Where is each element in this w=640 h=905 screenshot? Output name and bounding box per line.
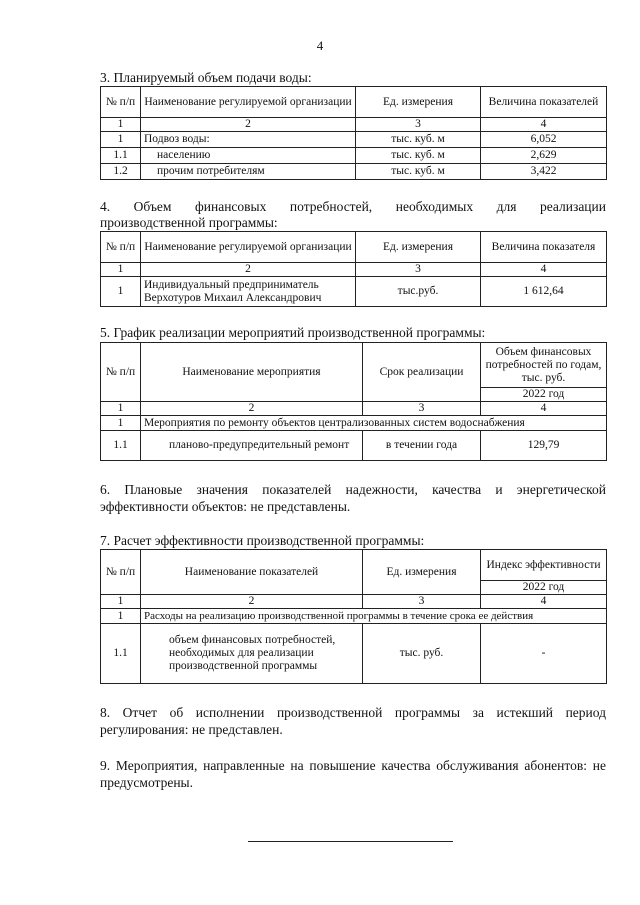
row-unit: тыс. куб. м (356, 164, 481, 180)
header-num: № п/п (101, 343, 141, 402)
index-cell: 3 (363, 595, 481, 609)
header-num: № п/п (101, 232, 141, 263)
section-5-title: 5. График реализации мероприятий производственной программы: (100, 325, 486, 340)
row-value: 129,79 (481, 431, 607, 461)
header-activity: Наименование мероприятия (141, 343, 363, 402)
section-3-title: 3. Планируемый объем подачи воды: (100, 70, 312, 85)
table-row (101, 148, 607, 164)
water-supply-table (100, 86, 607, 180)
row-num: 1.1 (101, 624, 141, 684)
row-value: 1 612,64 (481, 277, 607, 307)
table-row (101, 416, 607, 431)
section-8-text: 8. Отчет об исполнении производственной программы за истекший период регулирования: не представлен. (100, 705, 606, 737)
index-cell: 3 (356, 118, 481, 132)
row-value: 2,629 (481, 148, 607, 164)
header-org: Наименование регулируемой организации (141, 87, 356, 118)
closing-divider (248, 841, 453, 842)
index-cell: 2 (141, 595, 363, 609)
section-4-title-line1: 4. Объем финансовых потребностей, необходимых для реализации (100, 199, 606, 214)
header-value: Величина показателя (481, 232, 607, 263)
table-row (101, 624, 607, 684)
page-number: 4 (316, 38, 324, 53)
row-name: объем финансовых потребностей, необходимых для реализации производственной программы (141, 624, 363, 684)
index-cell: 3 (356, 263, 481, 277)
row-name: планово-предупредительный ремонт (141, 431, 363, 461)
header-indicator: Наименование показателей (141, 550, 363, 595)
financial-needs-table (100, 231, 607, 307)
row-name: Подвоз воды: (141, 132, 356, 148)
row-unit: тыс. куб. м (356, 132, 481, 148)
row-num: 1 (101, 609, 141, 624)
index-cell: 4 (481, 595, 607, 609)
section-7-title: 7. Расчет эффективности производственной программы: (100, 533, 425, 548)
header-org: Наименование регулируемой организации (141, 232, 356, 263)
index-cell: 3 (363, 402, 481, 416)
row-num: 1.2 (101, 164, 141, 180)
row-name: прочим потребителям (141, 164, 356, 180)
header-num: № п/п (101, 87, 141, 118)
section-4-title (100, 199, 606, 231)
row-value: 6,052 (481, 132, 607, 148)
index-cell: 1 (101, 118, 141, 132)
index-cell: 4 (481, 263, 607, 277)
row-num: 1.1 (101, 148, 141, 164)
schedule-table (100, 342, 607, 461)
row-num: 1 (101, 132, 141, 148)
header-num: № п/п (101, 550, 141, 595)
section-9-text: 9. Мероприятия, направленные на повышение качества обслуживания абонентов: не предусмотрены. (100, 758, 606, 790)
header-year: 2022 год (481, 581, 607, 595)
header-year: 2022 год (481, 388, 607, 402)
index-cell: 1 (101, 402, 141, 416)
row-name: населению (141, 148, 356, 164)
row-num: 1.1 (101, 431, 141, 461)
row-name: Индивидуальный предприниматель Верхотуров Михаил Александрович (141, 277, 356, 307)
header-unit: Ед. измерения (363, 550, 481, 595)
index-cell: 4 (481, 402, 607, 416)
section-6-text: 6. Плановые значения показателей надежности, качества и энергетической эффективности объектов: не представлены. (100, 482, 606, 514)
group-title: Мероприятия по ремонту объектов централизованных систем водоснабжения (141, 416, 607, 431)
header-finance: Объем финансовых потребностей по годам, тыс. руб. (481, 343, 607, 388)
group-title: Расходы на реализацию производственной программы в течение срока ее действия (141, 609, 607, 624)
index-cell: 2 (141, 118, 356, 132)
table-row (101, 277, 607, 307)
row-unit: тыс. куб. м (356, 148, 481, 164)
row-value: 3,422 (481, 164, 607, 180)
table-row (101, 609, 607, 624)
header-unit: Ед. измерения (356, 232, 481, 263)
index-cell: 2 (141, 263, 356, 277)
header-value: Величина показателей (481, 87, 607, 118)
index-cell: 1 (101, 595, 141, 609)
index-cell: 2 (141, 402, 363, 416)
header-index: Индекс эффективности (481, 550, 607, 581)
row-unit: тыс. руб. (363, 624, 481, 684)
row-num: 1 (101, 416, 141, 431)
row-unit: тыс.руб. (356, 277, 481, 307)
header-term: Срок реализации (363, 343, 481, 402)
table-row (101, 164, 607, 180)
row-term: в течении года (363, 431, 481, 461)
index-cell: 1 (101, 263, 141, 277)
row-value: - (481, 624, 607, 684)
section-4-title-line2: производственной программы: (100, 215, 278, 230)
row-num: 1 (101, 277, 141, 307)
efficiency-table (100, 549, 607, 684)
table-row (101, 132, 607, 148)
index-cell: 4 (481, 118, 607, 132)
header-unit: Ед. измерения (356, 87, 481, 118)
table-row (101, 431, 607, 461)
